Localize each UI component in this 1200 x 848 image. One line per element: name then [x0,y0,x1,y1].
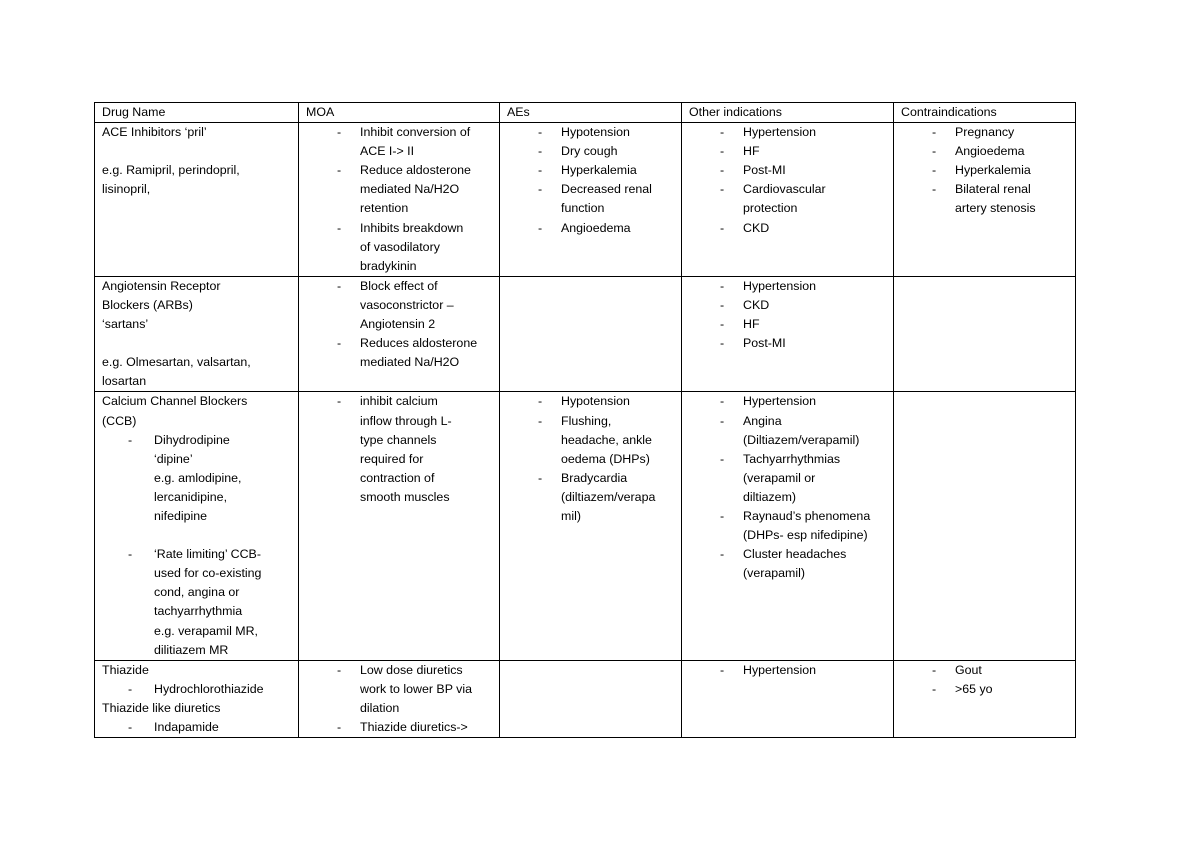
bullet-text: Decreased renal [561,182,652,197]
list-item [102,507,296,526]
bullet-text: Bilateral renal [955,182,1031,197]
bullet-dash: - [932,662,937,677]
bullet-text: dilation [360,700,400,715]
list-item [102,602,296,621]
list-item [306,199,497,218]
bullet-dash: - [720,547,725,562]
bullet-text: inflow through L- [360,413,452,428]
list-item [901,199,1073,218]
moa-cell [299,123,500,277]
header-other-indications: Other indications [682,103,894,123]
bullet-dash: - [720,662,725,677]
list-item [102,641,296,660]
bullet-text: ‘dipine’ [154,451,193,466]
bullet-dash: - [720,336,725,351]
list-item [306,277,497,296]
list-item [507,123,679,142]
bullet-text: HF [743,317,760,332]
bullet-text: headache, ankle [561,432,652,447]
bullet-text: ‘Rate limiting’ CCB- [154,547,261,562]
bullet-dash: - [538,144,543,159]
bullet-text: Angioedema [955,144,1025,159]
header-moa: MOA [299,103,500,123]
spacer [102,526,296,545]
drug-text: (CCB) [102,413,137,428]
bullet-text: (Diltiazem/verapamil) [743,432,860,447]
bullet-text: CKD [743,220,770,235]
bullet-dash: - [720,317,725,332]
list-item [689,526,891,545]
bullet-text: lercanidipine, [154,489,228,504]
bullet-text: vasoconstrictor – [360,297,454,312]
list-item [689,219,891,238]
list-item [306,238,497,257]
bullet-text: (DHPs- esp nifedipine) [743,528,868,543]
moa-cell [299,392,500,660]
header-aes: AEs [500,103,682,123]
bullet-dash: - [720,163,725,178]
list-item [689,488,891,507]
list-item [102,488,296,507]
list-item [689,123,891,142]
drug-text: lisinopril, [102,182,151,197]
drug-text: e.g. Ramipril, perindopril, [102,163,240,178]
table-row [95,392,1076,660]
bullet-text: contraction of [360,470,435,485]
list-item [507,161,679,180]
list-item [306,161,497,180]
moa-list [306,392,497,507]
other-cell [682,392,894,660]
bullet-text: Thiazide diuretics-> [360,720,468,734]
drug-subtype-list [102,718,296,737]
moa-cell [299,276,500,392]
bullet-text: Dry cough [561,144,618,159]
bullet-text: Reduce aldosterone [360,163,471,178]
bullet-dash: - [538,182,543,197]
list-item [689,392,891,411]
list-item [901,161,1073,180]
table-row [95,660,1076,737]
bullet-dash: - [720,182,725,197]
list-item [306,219,497,238]
list-item [689,450,891,469]
list-item [689,431,891,450]
bullet-text: e.g. verapamil MR, [154,623,258,638]
bullet-dash: - [337,125,342,140]
list-item [102,680,296,699]
list-item [102,469,296,488]
table-row [95,276,1076,392]
bullet-dash: - [932,125,937,140]
drug-text: losartan [102,374,147,389]
bullet-dash: - [538,163,543,178]
bullet-text: Hyperkalemia [955,163,1031,178]
contra-cell [894,276,1076,392]
bullet-text: e.g. amlodipine, [154,470,242,485]
list-item [306,315,497,334]
list-item [901,142,1073,161]
bullet-text: type channels [360,432,437,447]
contra-cell [894,660,1076,737]
bullet-text: Hypotension [561,394,630,409]
drug-subtype-list [102,680,296,699]
bullet-text: Flushing, [561,413,612,428]
bullet-text: (diltiazem/verapa [561,489,656,504]
list-item [306,680,497,699]
list-item [306,180,497,199]
bullet-text: Hydrochlorothiazide [154,681,264,696]
bullet-text: mediated Na/H2O [360,355,460,370]
drug-name-cell [95,123,299,277]
bullet-text: smooth muscles [360,489,450,504]
other-list [689,661,891,680]
bullet-text: Angiotensin 2 [360,317,436,332]
bullet-text: CKD [743,297,770,312]
bullet-text: of vasodilatory [360,239,440,254]
bullet-dash: - [128,681,133,696]
header-drug-name: Drug Name [95,103,299,123]
bullet-text: Block effect of [360,278,438,293]
bullet-text: cond, angina or [154,585,240,600]
drug-subtype-list [102,545,296,660]
spacer [102,142,296,161]
list-item [689,564,891,583]
bullet-text: mediated Na/H2O [360,182,460,197]
bullet-text: used for co-existing [154,566,262,581]
aes-cell [500,276,682,392]
contra-cell [894,392,1076,660]
bullet-text: Angioedema [561,220,631,235]
bullet-text: Hyperkalemia [561,163,637,178]
drug-name-cell [95,392,299,660]
bullet-text: Angina [743,413,782,428]
bullet-dash: - [720,394,725,409]
list-item [306,718,497,737]
bullet-dash: - [720,508,725,523]
list-item [102,718,296,737]
bullet-text: Reduces aldosterone [360,336,478,351]
aes-cell [500,392,682,660]
bullet-text: Dihydrodipine [154,432,230,447]
bullet-dash: - [720,451,725,466]
bullet-text: Bradycardia [561,470,628,485]
list-item [689,161,891,180]
list-item [306,412,497,431]
list-item [102,431,296,450]
list-item [507,219,679,238]
list-item [689,469,891,488]
moa-list [306,277,497,372]
bullet-dash: - [128,720,133,734]
list-item [306,353,497,372]
bullet-dash: - [720,278,725,293]
bullet-dash: - [128,432,133,447]
bullet-text: dilitiazem MR [154,642,229,657]
bullet-text: inhibit calcium [360,394,438,409]
bullet-dash: - [128,547,133,562]
moa-cell [299,660,500,737]
bullet-dash: - [932,681,937,696]
bullet-text: bradykinin [360,258,417,273]
bullet-dash: - [932,182,937,197]
bullet-text: Tachyarrhythmias [743,451,841,466]
aes-cell [500,123,682,277]
drug-table [94,102,1076,738]
list-item [306,334,497,353]
list-item [689,334,891,353]
bullet-dash: - [538,394,543,409]
bullet-text: Post-MI [743,336,786,351]
bullet-text: Inhibit conversion of [360,125,471,140]
list-item [102,564,296,583]
bullet-text: protection [743,201,798,216]
drug-text: ACE Inhibitors ‘pril’ [102,125,207,140]
bullet-text: Post-MI [743,163,786,178]
bullet-dash: - [337,220,342,235]
bullet-dash: - [337,662,342,677]
bullet-text: Inhibits breakdown [360,220,464,235]
bullet-text: required for [360,451,424,466]
bullet-dash: - [337,163,342,178]
bullet-text: ACE I-> II [360,144,415,159]
list-item [306,257,497,276]
bullet-text: Hypertension [743,662,817,677]
list-item [689,507,891,526]
list-item [901,180,1073,199]
bullet-text: work to lower BP via [360,681,473,696]
moa-list [306,661,497,737]
list-item [507,392,679,411]
bullet-text: Gout [955,662,982,677]
bullet-text: Cardiovascular [743,182,826,197]
list-item [507,142,679,161]
list-item [306,123,497,142]
drug-text: Blockers (ARBs) [102,297,193,312]
bullet-dash: - [720,125,725,140]
list-item [306,469,497,488]
drug-subtype-list [102,431,296,526]
bullet-text: (verapamil) [743,566,805,581]
bullet-text: Raynaud’s phenomena [743,508,871,523]
list-item [901,661,1073,680]
aes-list [507,392,679,526]
other-cell [682,276,894,392]
drug-text: Calcium Channel Blockers [102,394,248,409]
list-item [689,180,891,199]
bullet-dash: - [337,394,342,409]
bullet-dash: - [932,163,937,178]
list-item [507,180,679,199]
list-item [901,680,1073,699]
bullet-dash: - [720,413,725,428]
drug-name-cell [95,276,299,392]
other-list [689,123,891,238]
bullet-text: Hypertension [743,278,817,293]
other-cell [682,123,894,277]
table-row [95,123,1076,277]
list-item [507,488,679,507]
list-item [507,199,679,218]
bullet-text: Pregnancy [955,125,1015,140]
bullet-dash: - [932,144,937,159]
bullet-dash: - [538,220,543,235]
contra-cell [894,123,1076,277]
drug-name-cell [95,660,299,737]
contra-list [901,123,1073,218]
bullet-text: function [561,201,605,216]
list-item [507,431,679,450]
drug-text: Thiazide like diuretics [102,700,221,715]
list-item [689,277,891,296]
list-item [102,622,296,641]
other-cell [682,660,894,737]
list-item [507,412,679,431]
bullet-text: retention [360,201,409,216]
list-item [689,545,891,564]
list-item [689,661,891,680]
list-item [102,450,296,469]
list-item [689,412,891,431]
list-item [306,699,497,718]
list-item [306,661,497,680]
bullet-text: Cluster headaches [743,547,847,562]
bullet-text: Low dose diuretics [360,662,463,677]
list-item [507,450,679,469]
bullet-text: HF [743,144,760,159]
list-item [306,142,497,161]
bullet-dash: - [538,125,543,140]
bullet-dash: - [720,144,725,159]
bullet-text: Hypertension [743,125,817,140]
list-item [306,488,497,507]
bullet-text: diltiazem) [743,489,797,504]
bullet-text: tachyarrhythmia [154,604,243,619]
bullet-dash: - [720,297,725,312]
bullet-text: >65 yo [955,681,993,696]
list-item [306,296,497,315]
list-item [102,583,296,602]
bullet-text: oedema (DHPs) [561,451,650,466]
bullet-text: Hypotension [561,125,630,140]
aes-list [507,123,679,238]
aes-cell [500,660,682,737]
other-list [689,277,891,353]
list-item [689,142,891,161]
drug-text: Thiazide [102,662,149,677]
list-item [102,545,296,564]
list-item [507,469,679,488]
moa-list [306,123,497,276]
list-item [507,507,679,526]
list-item [689,199,891,218]
drug-text: e.g. Olmesartan, valsartan, [102,355,251,370]
drug-text: Angiotensin Receptor [102,278,221,293]
bullet-dash: - [337,336,342,351]
bullet-text: (verapamil or [743,470,816,485]
bullet-dash: - [538,413,543,428]
bullet-dash: - [720,220,725,235]
list-item [689,296,891,315]
bullet-text: Indapamide [154,720,219,734]
contra-list [901,661,1073,699]
other-list [689,392,891,583]
bullet-dash: - [337,720,342,734]
bullet-text: nifedipine [154,508,208,523]
header-contraindications: Contraindications [894,103,1076,123]
bullet-text: mil) [561,508,581,523]
bullet-dash: - [337,278,342,293]
drug-text: ‘sartans’ [102,317,149,332]
list-item [306,431,497,450]
header-row [95,103,1076,123]
bullet-text: artery stenosis [955,201,1036,216]
list-item [306,450,497,469]
list-item [306,392,497,411]
bullet-dash: - [538,470,543,485]
bullet-text: Hypertension [743,394,817,409]
spacer [102,334,296,353]
list-item [689,315,891,334]
list-item [901,123,1073,142]
